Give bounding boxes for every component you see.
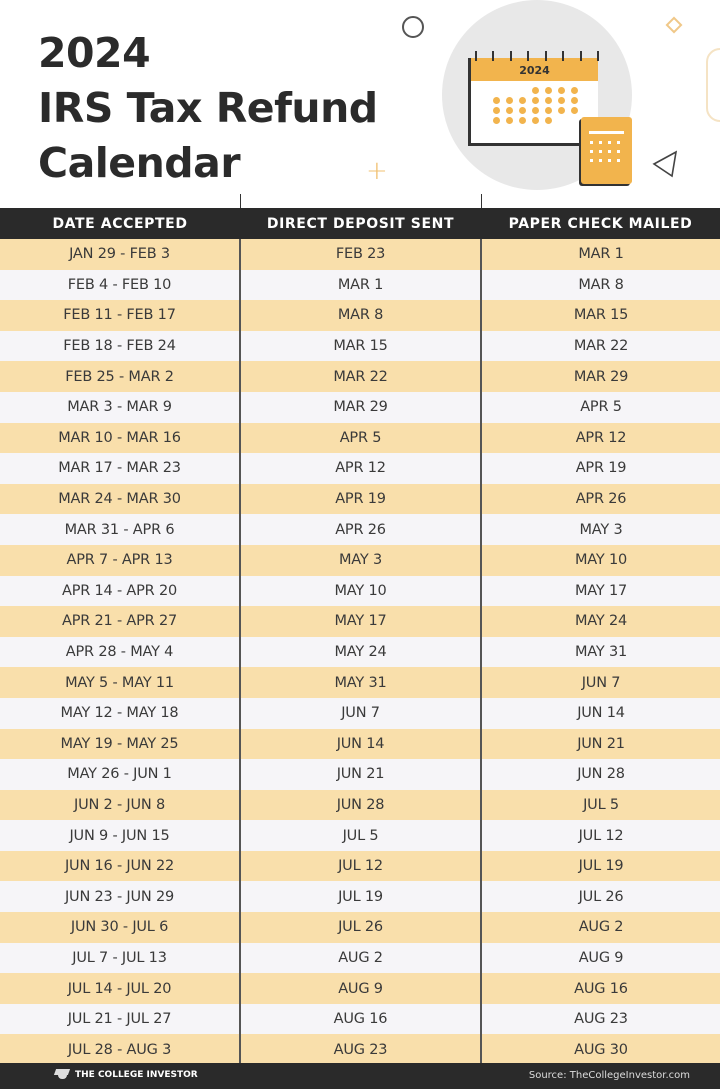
cell-direct-deposit-sent: JUN 28 [240,790,481,821]
table-row [0,912,720,943]
cell-direct-deposit-sent: MAY 17 [240,606,481,637]
cell-direct-deposit-sent: MAY 24 [240,637,481,668]
table-row [0,545,720,576]
cell-direct-deposit-sent: MAR 8 [240,300,481,331]
circle-decoration-icon [402,16,424,38]
cell-direct-deposit-sent: APR 26 [240,514,481,545]
cell-paper-check-mailed: AUG 23 [481,1004,720,1035]
cell-paper-check-mailed: AUG 9 [481,943,720,974]
cell-date-accepted: JAN 29 - FEB 3 [0,239,240,270]
cell-paper-check-mailed: MAR 22 [481,331,720,362]
cell-date-accepted: JUN 16 - JUN 22 [0,851,240,882]
cell-direct-deposit-sent: AUG 16 [240,1004,481,1035]
refund-schedule-table [0,208,720,1065]
cell-paper-check-mailed: APR 26 [481,484,720,515]
cell-date-accepted: JUL 28 - AUG 3 [0,1034,240,1065]
cell-date-accepted: FEB 11 - FEB 17 [0,300,240,331]
cell-date-accepted: MAY 26 - JUN 1 [0,759,240,790]
cell-direct-deposit-sent: JUL 5 [240,820,481,851]
cell-date-accepted: JUL 14 - JUL 20 [0,973,240,1004]
cell-date-accepted: JUN 23 - JUN 29 [0,881,240,912]
table-row [0,514,720,545]
cell-date-accepted: FEB 18 - FEB 24 [0,331,240,362]
cell-paper-check-mailed: MAY 3 [481,514,720,545]
cell-direct-deposit-sent: JUL 19 [240,881,481,912]
table-row [0,331,720,362]
table-row [0,1004,720,1035]
cell-date-accepted: MAR 17 - MAR 23 [0,453,240,484]
cell-paper-check-mailed: JUN 28 [481,759,720,790]
cell-direct-deposit-sent: APR 12 [240,453,481,484]
cell-direct-deposit-sent: AUG 2 [240,943,481,974]
cell-paper-check-mailed: MAR 29 [481,361,720,392]
column-divider-tick [240,194,241,208]
page-title [38,26,378,191]
cell-direct-deposit-sent: MAR 15 [240,331,481,362]
source-credit: Source: TheCollegeInvestor.com [528,1070,690,1081]
column-header-date-accepted: DATE ACCEPTED [0,208,240,239]
cell-date-accepted: APR 7 - APR 13 [0,545,240,576]
cell-paper-check-mailed: JUL 12 [481,820,720,851]
column-header-paper-check: PAPER CHECK MAILED [481,208,720,239]
table-row [0,667,720,698]
table-row [0,484,720,515]
calendar-year: 2024 [471,58,598,81]
cell-direct-deposit-sent: AUG 9 [240,973,481,1004]
cell-paper-check-mailed: MAR 8 [481,270,720,301]
table-row [0,361,720,392]
cell-paper-check-mailed: JUL 19 [481,851,720,882]
table-row [0,729,720,760]
cell-paper-check-mailed: JUN 14 [481,698,720,729]
cell-paper-check-mailed: JUL 26 [481,881,720,912]
title-line-sub: Calendar [38,139,241,187]
graduation-cap-icon [54,1069,70,1081]
cell-paper-check-mailed: APR 12 [481,423,720,454]
cell-paper-check-mailed: AUG 2 [481,912,720,943]
cell-paper-check-mailed: JUL 5 [481,790,720,821]
pill-decoration-icon [706,48,720,122]
cell-date-accepted: JUL 7 - JUL 13 [0,943,240,974]
table-row [0,790,720,821]
cell-direct-deposit-sent: JUL 12 [240,851,481,882]
cell-date-accepted: MAY 5 - MAY 11 [0,667,240,698]
table-row [0,1034,720,1065]
cell-date-accepted: FEB 25 - MAR 2 [0,361,240,392]
cell-direct-deposit-sent: FEB 23 [240,239,481,270]
table-row [0,606,720,637]
cell-direct-deposit-sent: JUN 7 [240,698,481,729]
title-line-year: 2024 [38,29,151,77]
table-row [0,270,720,301]
table-row [0,300,720,331]
table-row [0,851,720,882]
diamond-decoration-icon [666,17,683,34]
cell-paper-check-mailed: MAR 15 [481,300,720,331]
cell-date-accepted: APR 21 - APR 27 [0,606,240,637]
cell-direct-deposit-sent: MAY 3 [240,545,481,576]
cell-direct-deposit-sent: JUN 14 [240,729,481,760]
brand-logo [54,1069,198,1081]
calendar-days [471,81,598,124]
table-row [0,239,720,270]
column-header-direct-deposit: DIRECT DEPOSIT SENT [240,208,481,239]
table-row [0,759,720,790]
plus-decoration-icon: + [366,156,388,186]
cell-date-accepted: APR 28 - MAY 4 [0,637,240,668]
cell-date-accepted: MAY 19 - MAY 25 [0,729,240,760]
cell-date-accepted: APR 14 - APR 20 [0,576,240,607]
cell-date-accepted: MAR 3 - MAR 9 [0,392,240,423]
cell-paper-check-mailed: AUG 16 [481,973,720,1004]
calendar-rings [475,51,599,61]
cell-date-accepted: JUL 21 - JUL 27 [0,1004,240,1035]
footer [0,1063,720,1089]
brand-name: THE COLLEGE INVESTOR [75,1070,198,1080]
cell-paper-check-mailed: AUG 30 [481,1034,720,1065]
cell-date-accepted: MAR 24 - MAR 30 [0,484,240,515]
table-row [0,820,720,851]
cell-direct-deposit-sent: MAR 29 [240,392,481,423]
table-row [0,637,720,668]
cell-direct-deposit-sent: APR 19 [240,484,481,515]
cell-paper-check-mailed: APR 5 [481,392,720,423]
calculator-icon [581,117,632,184]
table-row [0,423,720,454]
cell-date-accepted: JUN 30 - JUL 6 [0,912,240,943]
cell-paper-check-mailed: MAY 24 [481,606,720,637]
cell-date-accepted: JUN 9 - JUN 15 [0,820,240,851]
cell-date-accepted: MAR 10 - MAR 16 [0,423,240,454]
cell-direct-deposit-sent: MAY 31 [240,667,481,698]
cell-paper-check-mailed: MAY 31 [481,637,720,668]
table-row [0,973,720,1004]
calendar-icon [468,58,598,146]
column-divider-tick [481,194,482,208]
hero-header [0,0,720,208]
cell-paper-check-mailed: JUN 21 [481,729,720,760]
cell-paper-check-mailed: MAY 10 [481,545,720,576]
table-header-row [0,208,720,239]
cell-direct-deposit-sent: JUL 26 [240,912,481,943]
table-row [0,943,720,974]
cell-direct-deposit-sent: JUN 21 [240,759,481,790]
cell-date-accepted: MAY 12 - MAY 18 [0,698,240,729]
triangle-decoration-icon [652,150,680,178]
cell-direct-deposit-sent: MAR 1 [240,270,481,301]
cell-date-accepted: FEB 4 - FEB 10 [0,270,240,301]
cell-direct-deposit-sent: APR 5 [240,423,481,454]
cell-date-accepted: MAR 31 - APR 6 [0,514,240,545]
table-row [0,392,720,423]
cell-direct-deposit-sent: MAY 10 [240,576,481,607]
cell-direct-deposit-sent: AUG 23 [240,1034,481,1065]
table-row [0,698,720,729]
cell-paper-check-mailed: JUN 7 [481,667,720,698]
title-line-main: IRS Tax Refund [38,84,378,132]
cell-paper-check-mailed: APR 19 [481,453,720,484]
table-row [0,453,720,484]
cell-direct-deposit-sent: MAR 22 [240,361,481,392]
table-row [0,576,720,607]
cell-paper-check-mailed: MAR 1 [481,239,720,270]
cell-date-accepted: JUN 2 - JUN 8 [0,790,240,821]
cell-paper-check-mailed: MAY 17 [481,576,720,607]
table-row [0,881,720,912]
